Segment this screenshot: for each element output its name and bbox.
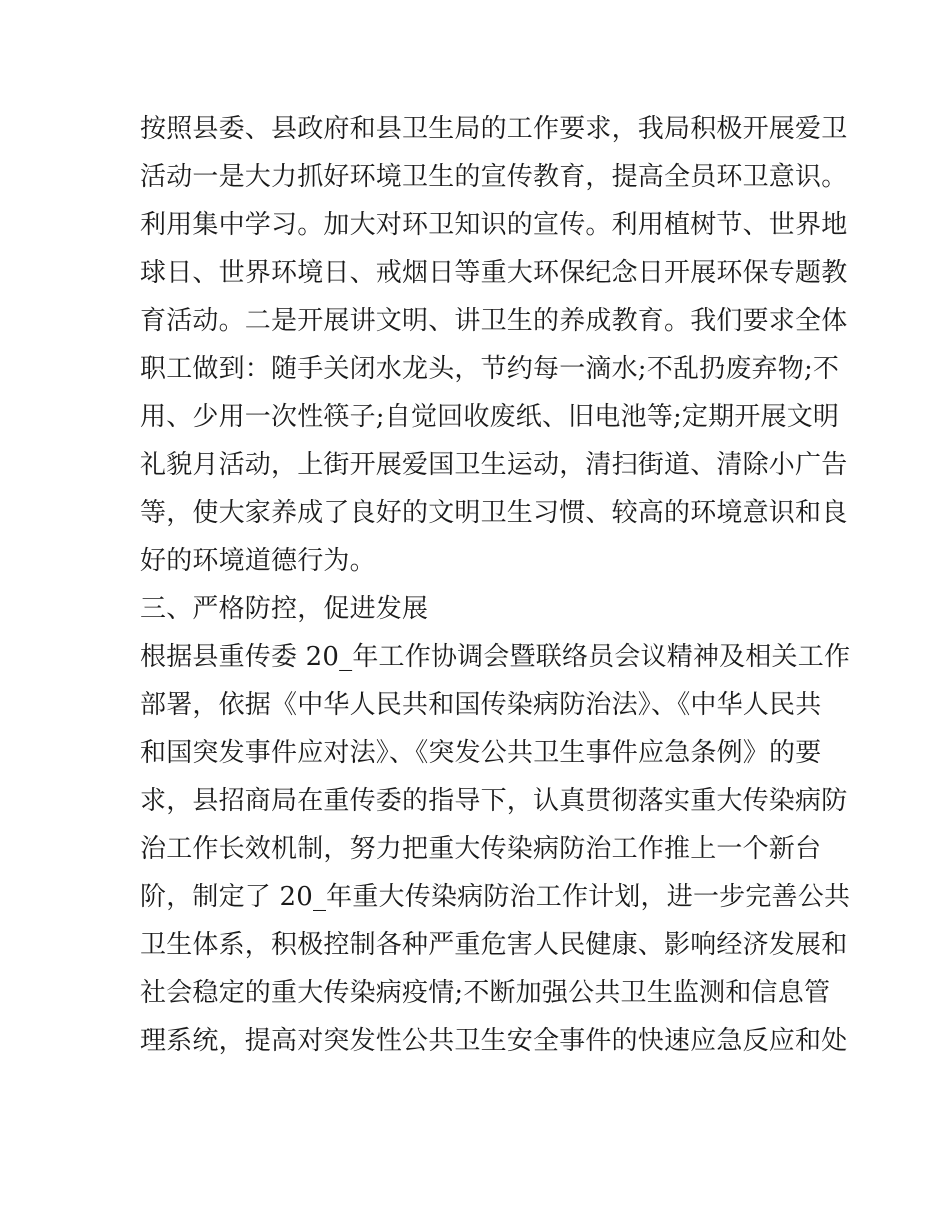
body-text bbox=[140, 105, 851, 1065]
text-line: 用、少用一次性筷子;自觉回收废纸、旧电池等;定期开展文明 bbox=[140, 402, 840, 432]
text-line: 球日、世界环境日、戒烟日等重大环保纪念日开展环保专题教 bbox=[140, 258, 848, 288]
text-line: 治工作长效机制，努力把重大传染病防治工作推上一个新台 bbox=[140, 834, 822, 864]
text-line: 和国突发事件应对法》、《突发公共卫生事件应急条例》的要 bbox=[140, 738, 822, 768]
text-line: 活动一是大力抓好环境卫生的宣传教育，提高全员环卫意识。 bbox=[140, 162, 848, 192]
text-line: 卫生体系，积极控制各种严重危害人民健康、影响经济发展和 bbox=[140, 930, 848, 960]
text-line: 阶，制定了 20_年重大传染病防治工作计划，进一步完善公共 bbox=[140, 882, 851, 912]
text-line: 等，使大家养成了良好的文明卫生习惯、较高的环境意识和良 bbox=[140, 498, 848, 528]
text-line: 部署，依据《中华人民共和国传染病防治法》、《中华人民共 bbox=[140, 690, 822, 720]
text-line: 求，县招商局在重传委的指导下，认真贯彻落实重大传染病防 bbox=[140, 786, 848, 816]
text-line: 理系统，提高对突发性公共卫生安全事件的快速应急反应和处 bbox=[140, 1026, 848, 1056]
text-line: 根据县重传委 20_年工作协调会暨联络员会议精神及相关工作 bbox=[140, 642, 851, 672]
text-line: 利用集中学习。加大对环卫知识的宣传。利用植树节、世界地 bbox=[140, 210, 848, 240]
text-line: 职工做到：随手关闭水龙头，节约每一滴水;不乱扔废弃物;不 bbox=[140, 354, 840, 384]
text-line: 礼貌月活动，上街开展爱国卫生运动，清扫街道、清除小广告 bbox=[140, 450, 848, 480]
text-line: 社会稳定的重大传染病疫情;不断加强公共卫生监测和信息管 bbox=[140, 978, 831, 1008]
section-heading: 三、严格防控，促进发展 bbox=[140, 594, 429, 624]
text-line: 育活动。二是开展讲文明、讲卫生的养成教育。我们要求全体 bbox=[140, 306, 848, 336]
text-line: 按照县委、县政府和县卫生局的工作要求，我局积极开展爱卫 bbox=[140, 114, 848, 144]
text-line: 好的环境道德行为。 bbox=[140, 546, 376, 576]
